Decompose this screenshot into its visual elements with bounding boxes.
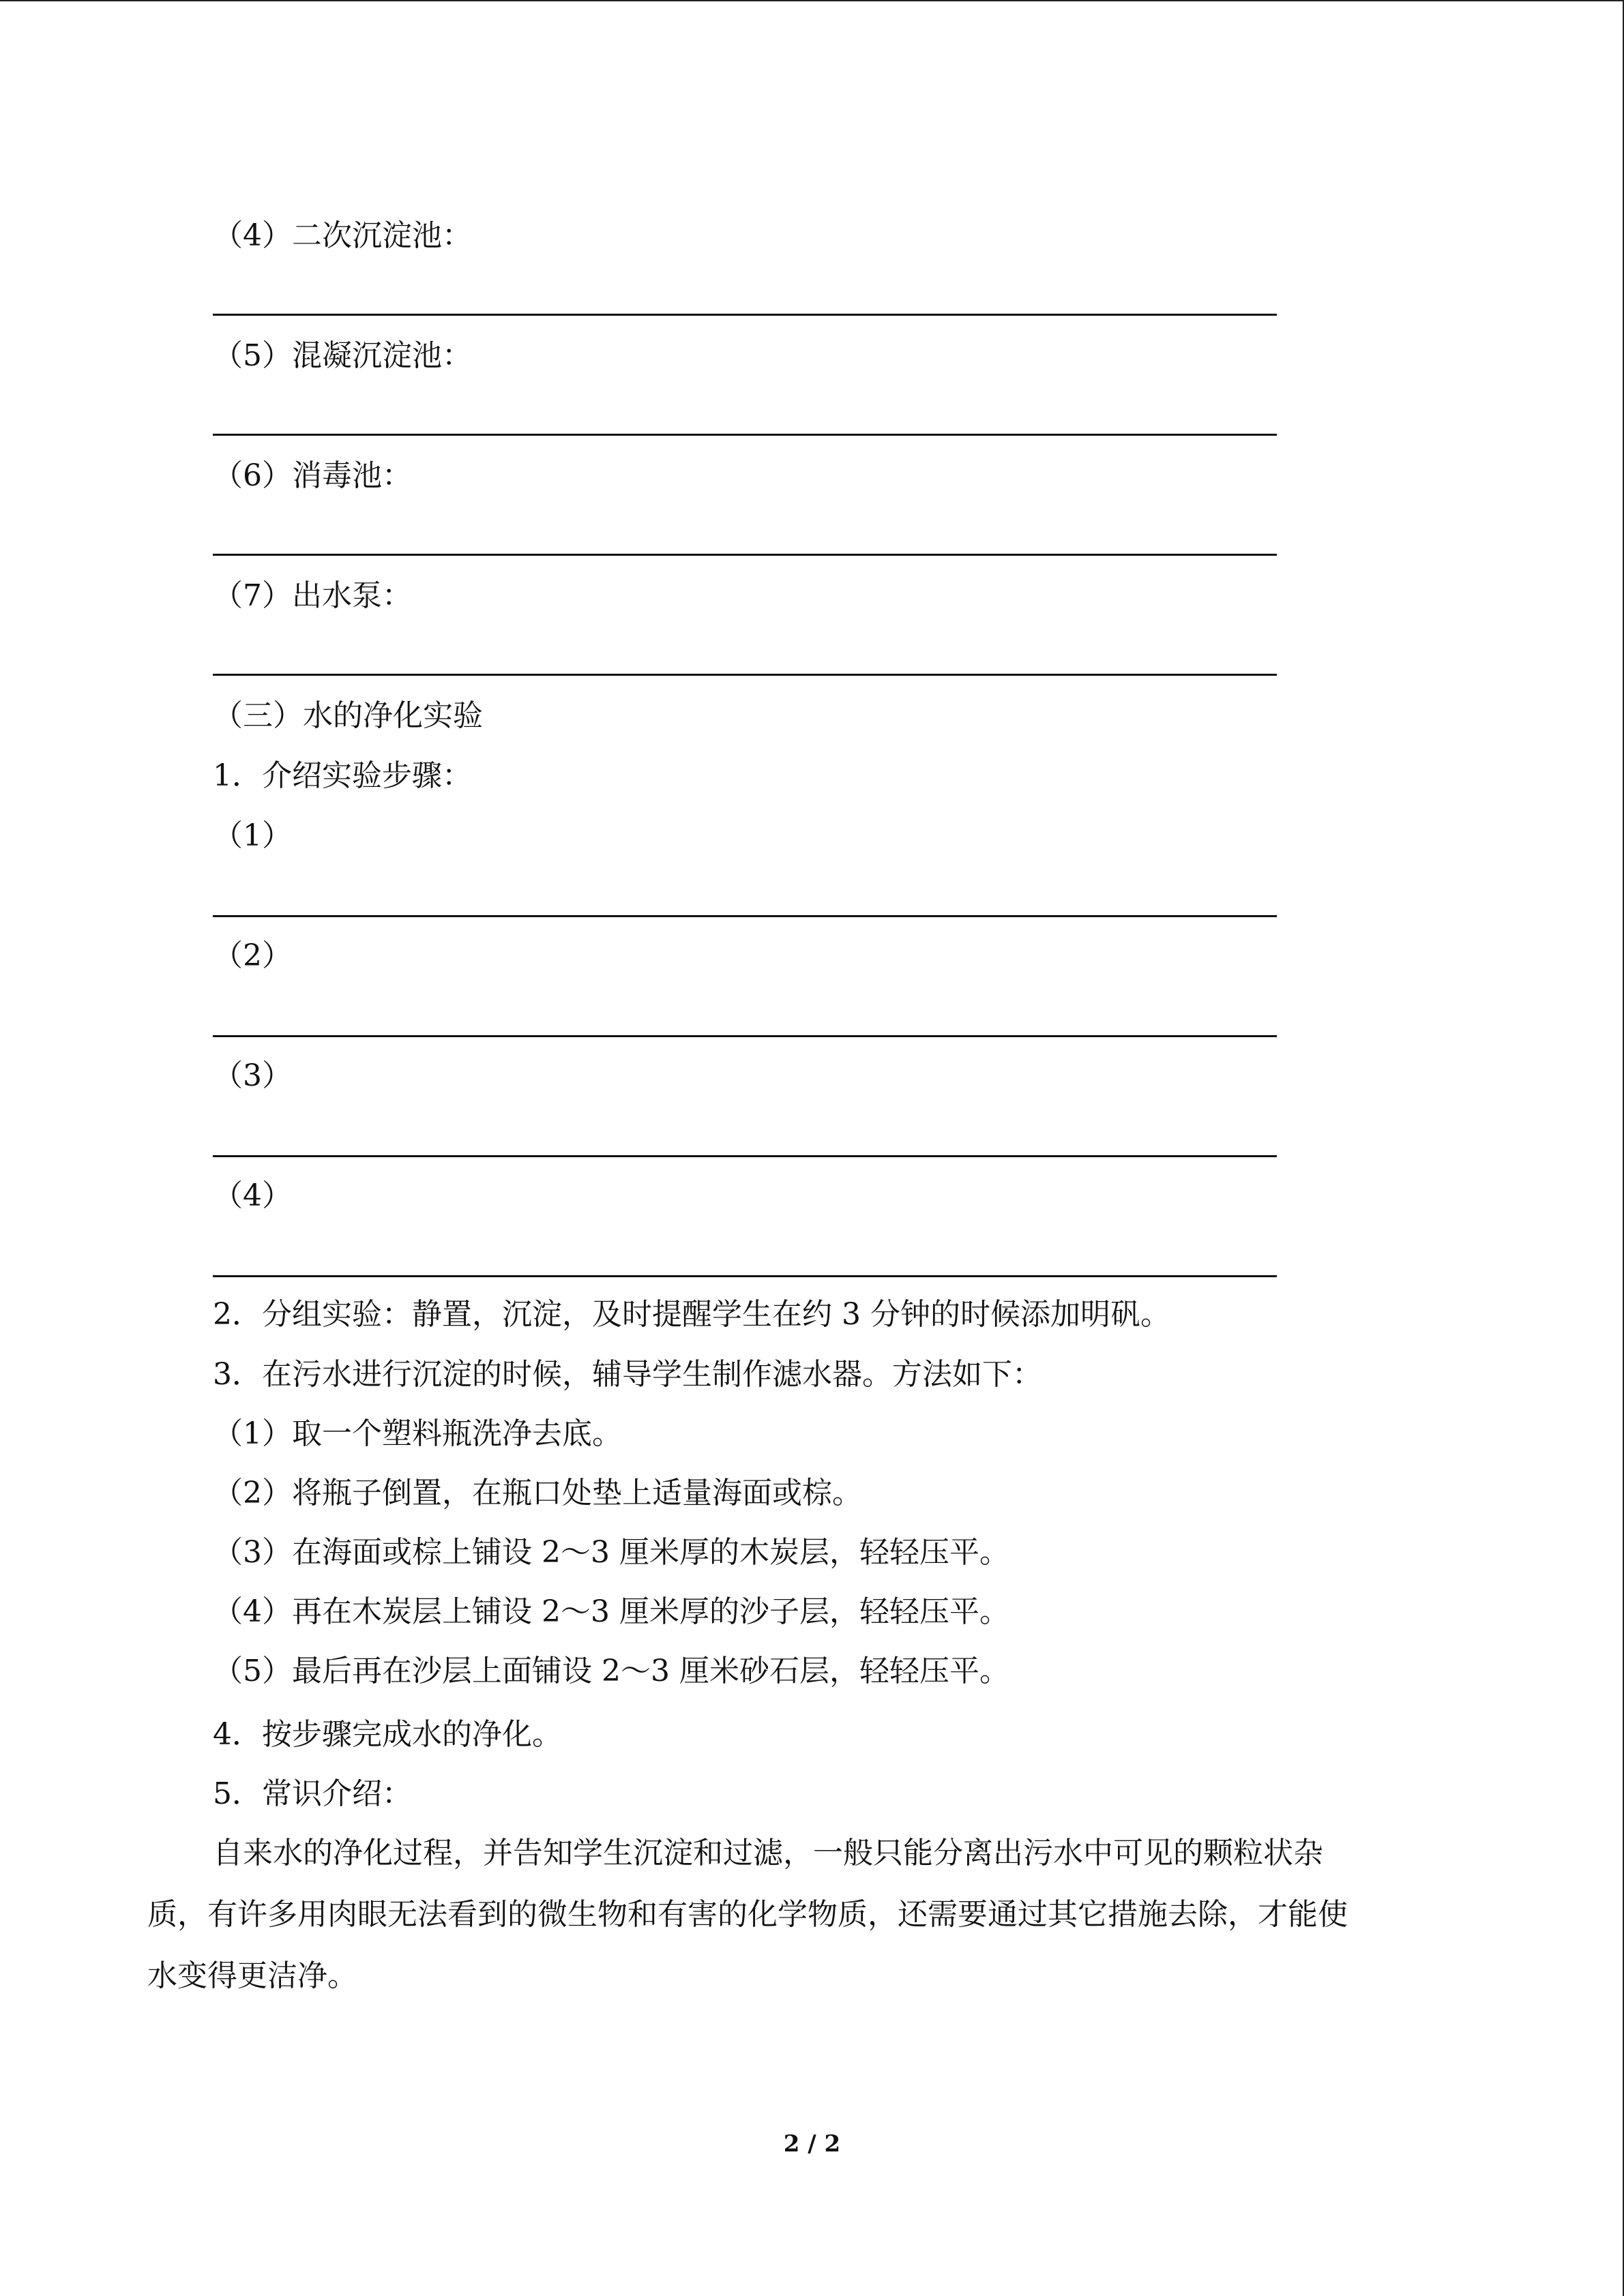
step1-item: （2）	[213, 938, 292, 973]
item-disinfection-tank: （6）消毒池：	[213, 458, 412, 493]
filter-step: （2）将瓶子倒置，在瓶口处垫上适量海面或棕。	[213, 1476, 862, 1510]
step1-item: （4）	[213, 1178, 292, 1213]
filter-step: （5）最后再在沙层上面铺设 2～3 厘米砂石层，轻轻压平。	[213, 1654, 1009, 1688]
filter-step: （4）再在木炭层上铺设 2～3 厘米厚的沙子层，轻轻压平。	[213, 1594, 1009, 1629]
item-coagulation-tank: （5）混凝沉淀池：	[213, 338, 472, 373]
step4-text: 4．按步骤完成水的净化。	[213, 1717, 562, 1752]
answer-line	[213, 1035, 1277, 1037]
step1-title: 1．介绍实验步骤：	[213, 758, 472, 793]
answer-line	[213, 674, 1277, 676]
item-outlet-pump: （7）出水泵：	[213, 578, 412, 613]
filter-step: （3）在海面或棕上铺设 2～3 厘米厚的木炭层，轻轻压平。	[213, 1535, 1009, 1570]
page-number: 2 / 2	[783, 2130, 841, 2158]
step1-item: （1）	[213, 818, 292, 853]
answer-line	[213, 1155, 1277, 1157]
answer-line	[213, 434, 1277, 436]
page-top-border	[0, 0, 1623, 1]
filter-step: （1）取一个塑料瓶洗净去底。	[213, 1416, 622, 1451]
paragraph-line: 质，有许多用肉眼无法看到的微生物和有害的化学物质，还需要通过其它措施去除，才能使	[147, 1897, 1348, 1932]
answer-line	[213, 915, 1277, 917]
paragraph-line: 自来水的净化过程，并告知学生沉淀和过滤，一般只能分离出污水中可见的颗粒状杂	[213, 1836, 1323, 1870]
step1-item: （3）	[213, 1058, 292, 1093]
answer-line	[213, 314, 1277, 316]
step2-text: 2．分组实验：静置，沉淀，及时提醒学生在约 3 分钟的时候添加明矾。	[213, 1297, 1170, 1332]
step3-text: 3．在污水进行沉淀的时候，辅导学生制作滤水器。方法如下：	[213, 1357, 1042, 1392]
item-secondary-settling-tank: （4）二次沉淀池：	[213, 218, 472, 253]
answer-line	[213, 1275, 1277, 1277]
section-title: （三）水的净化实验	[213, 698, 483, 733]
step5-text: 5．常识介绍：	[213, 1776, 412, 1811]
paragraph-line: 水变得更洁净。	[147, 1958, 357, 1993]
answer-line	[213, 554, 1277, 556]
